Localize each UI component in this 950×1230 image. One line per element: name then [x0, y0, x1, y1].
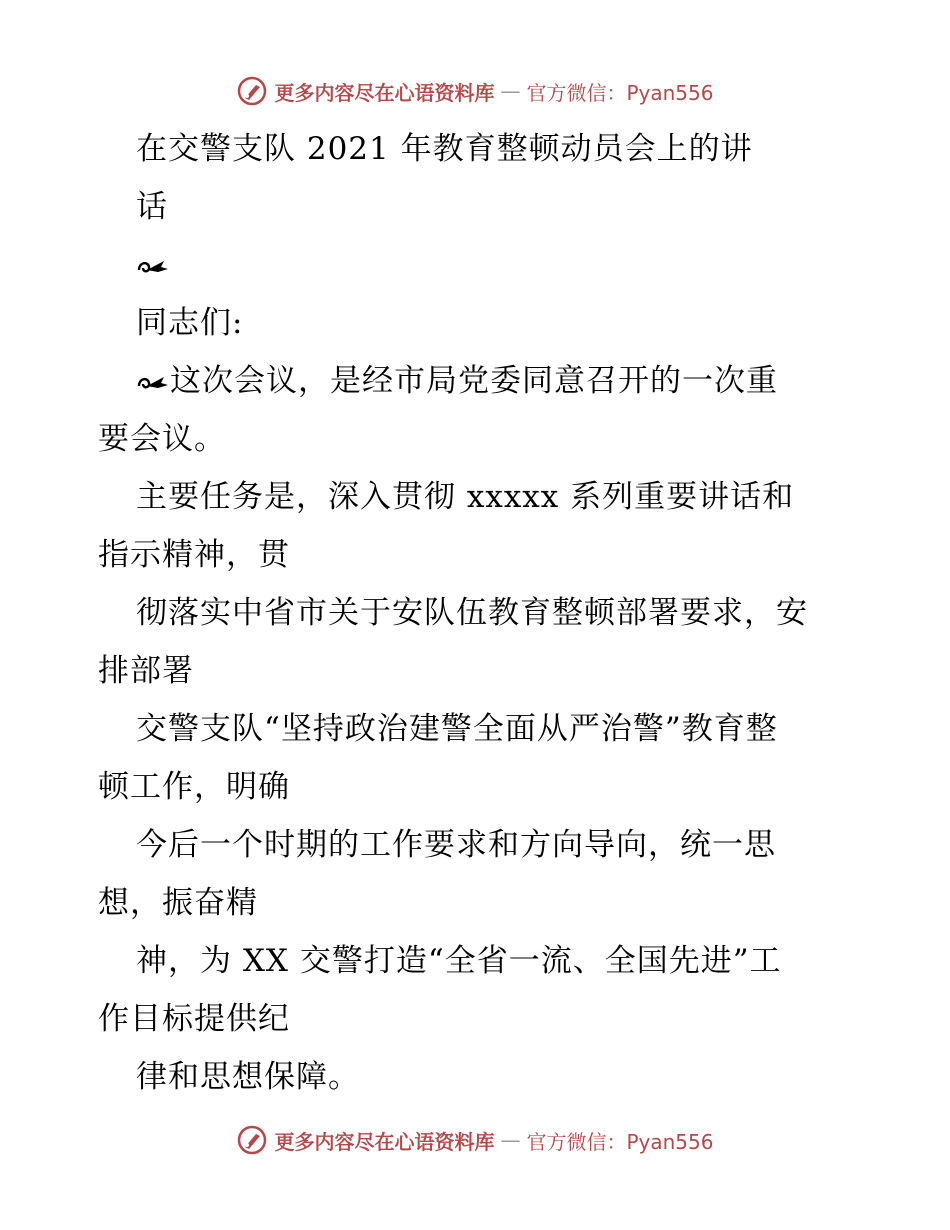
text-line: 顿工作，明确 — [98, 769, 290, 805]
watermark-brand: 更多内容尽在心语资料库 — [274, 1129, 495, 1154]
fleuron-icon — [136, 255, 170, 277]
pen-nib-circle-icon — [236, 75, 268, 107]
greeting: 同志们: — [136, 305, 244, 341]
footer-watermark — [0, 1120, 950, 1160]
title-line-1: 在交警支队 2021 年教育整顿动员会上的讲 — [136, 131, 753, 167]
ornament-line — [98, 236, 858, 294]
watermark-separator: — — [500, 79, 521, 103]
text-line: 交警支队“坚持政治建警全面从严治警”教育整 — [136, 711, 778, 747]
header-watermark — [0, 71, 950, 111]
title-line-2: 话 — [136, 189, 168, 225]
text-line: 今后一个时期的工作要求和方向导向，统一思 — [136, 827, 776, 863]
text-line: 律和思想保障。 — [136, 1059, 360, 1095]
text-line: 排部署 — [98, 653, 194, 689]
text-line: 作目标提供纪 — [98, 1001, 290, 1037]
text-line: 彻落实中省市关于安队伍教育整顿部署要求，安 — [136, 595, 808, 631]
paragraph-1-text: 这次会议，是经市局党委同意召开的一次重 — [170, 363, 778, 399]
pen-nib-circle-icon — [236, 1124, 268, 1156]
watermark-separator: — — [500, 1128, 521, 1152]
watermark-wechat: 官方微信：Pyan556 — [526, 80, 714, 105]
fleuron-icon — [136, 371, 170, 393]
text-line: 想，振奋精 — [98, 885, 258, 921]
watermark-brand: 更多内容尽在心语资料库 — [274, 80, 495, 105]
watermark-wechat: 官方微信：Pyan556 — [526, 1129, 714, 1154]
text-line: 主要任务是，深入贯彻 xxxxx 系列重要讲话和 — [136, 479, 795, 515]
document-body — [98, 120, 858, 1106]
text-line: 指示精神，贯 — [98, 537, 290, 573]
paragraph-1-line-1 — [98, 352, 858, 410]
text-line: 神，为 XX 交警打造“全省一流、全国先进”工 — [136, 943, 782, 979]
paragraph-1-line-2: 要会议。 — [98, 421, 226, 457]
